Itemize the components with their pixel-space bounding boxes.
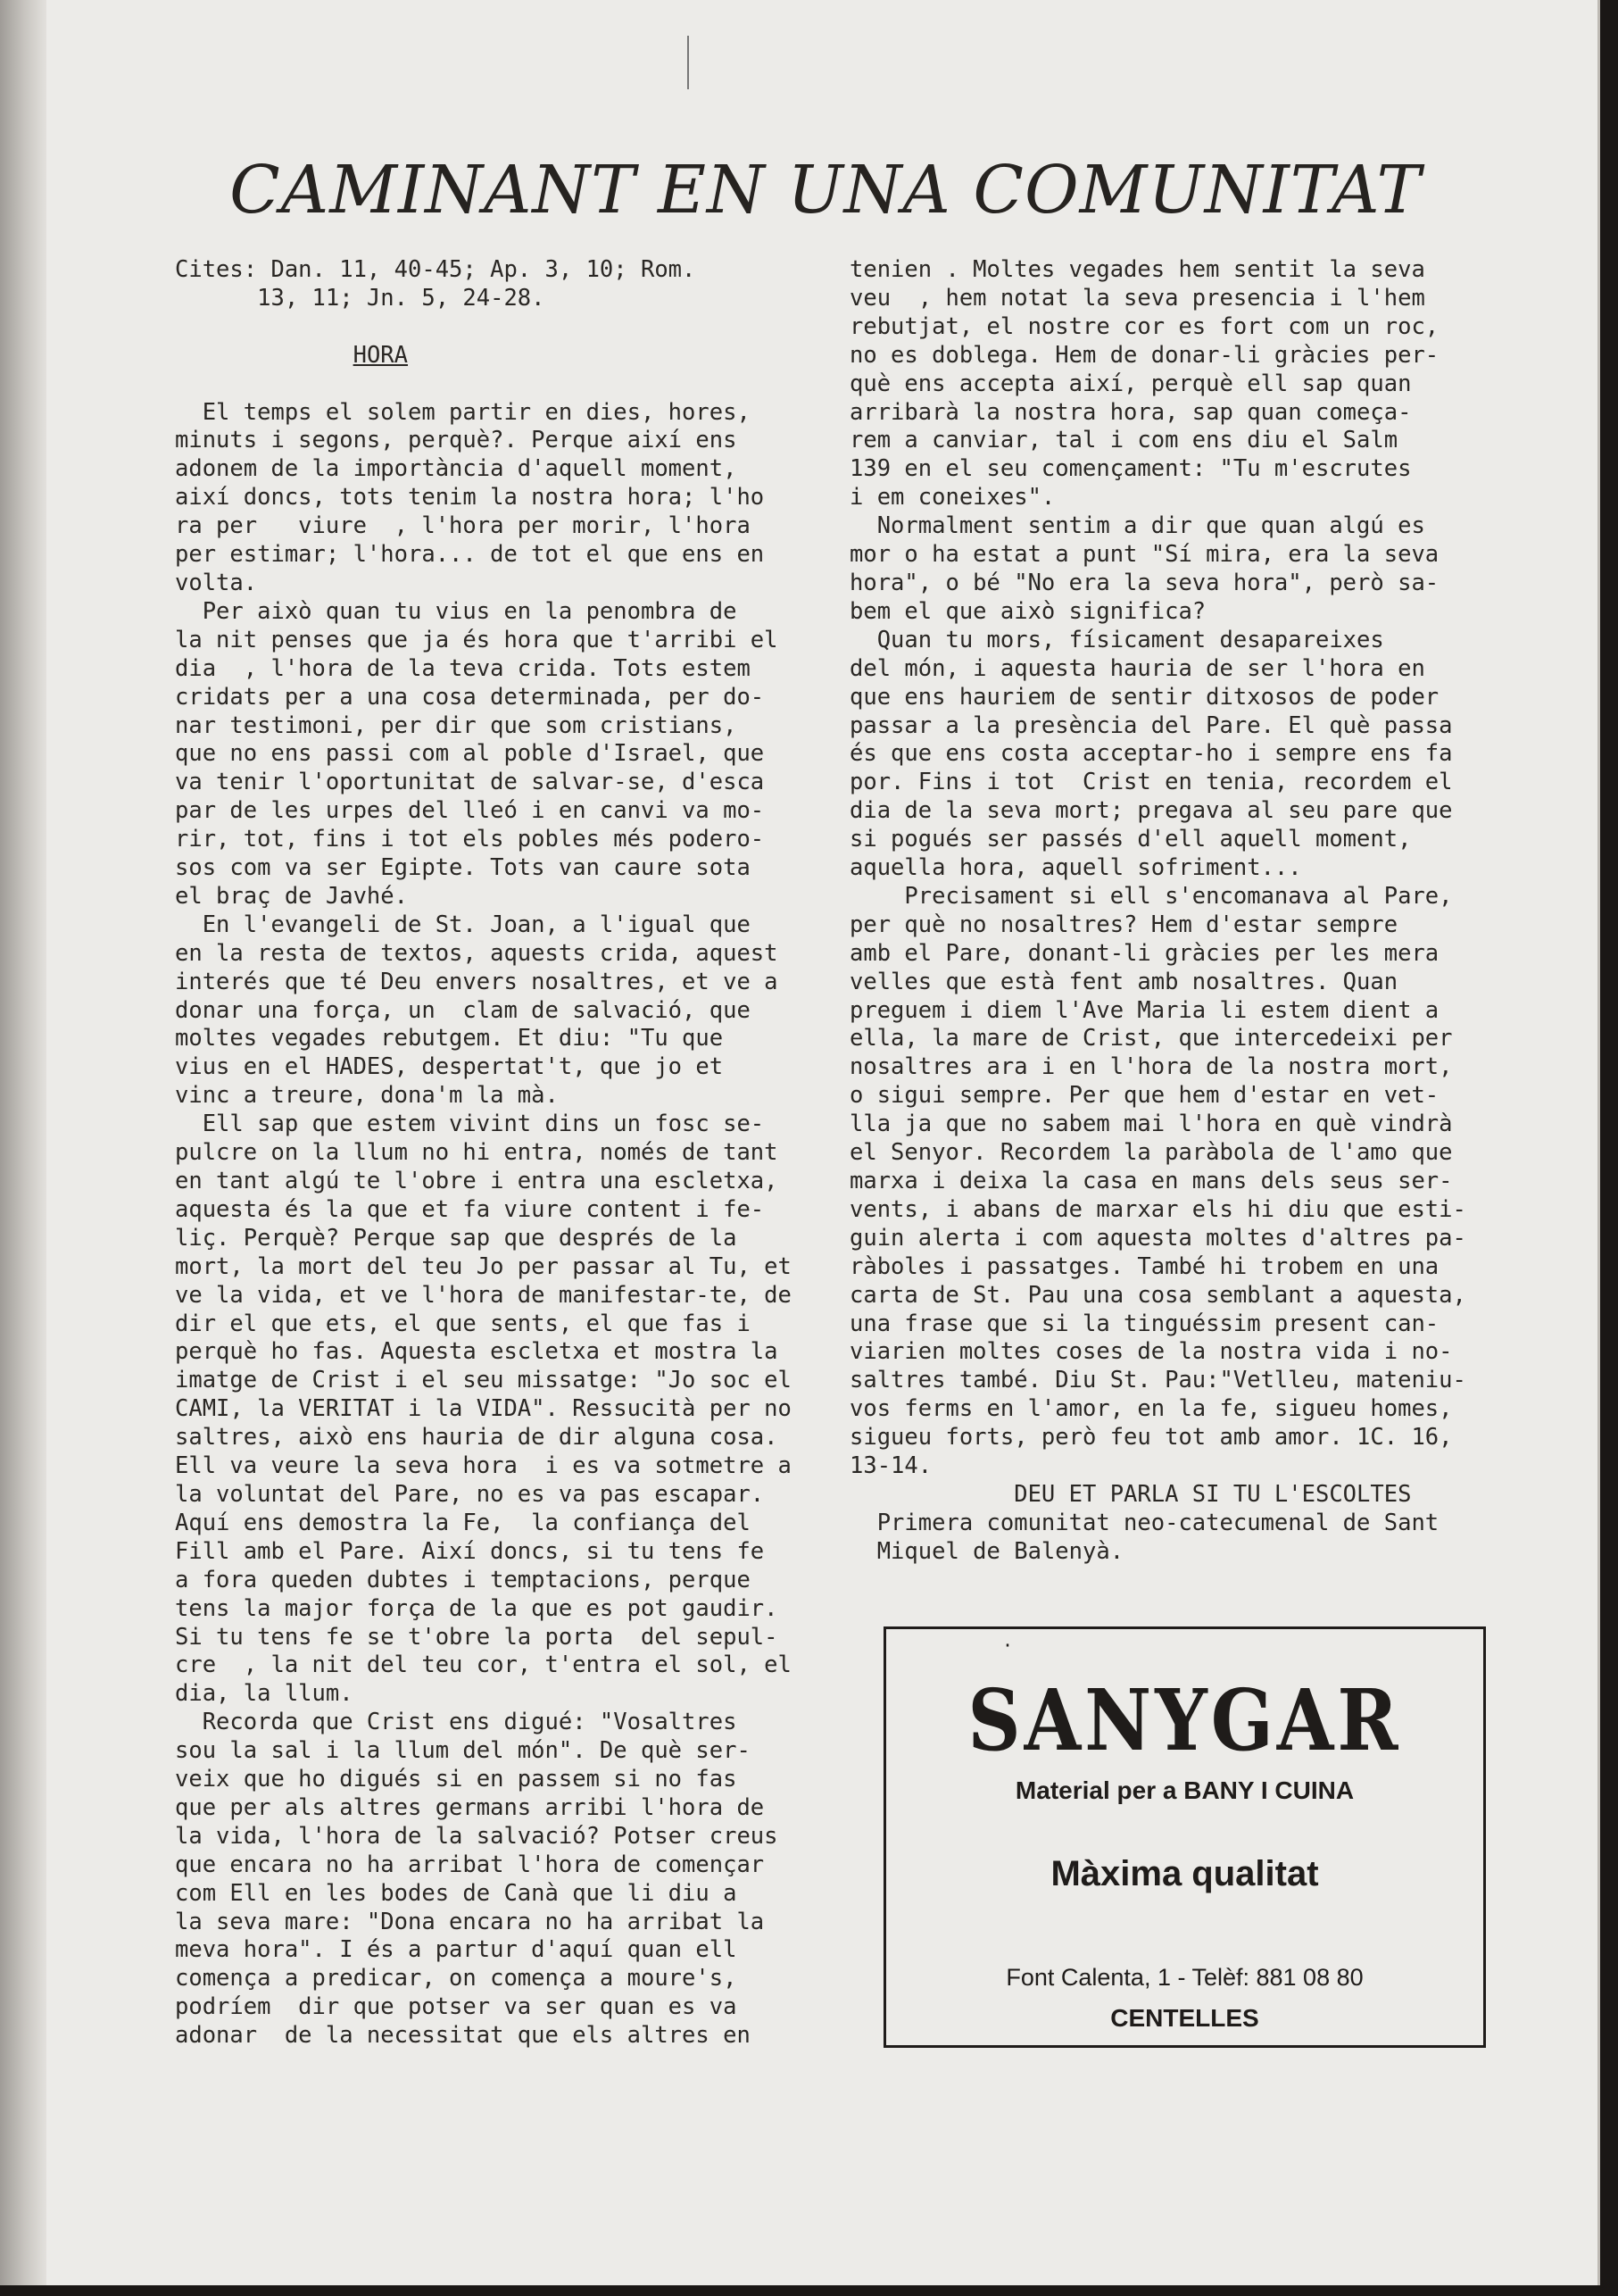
text-line: que per als altres germans arribi l'hora de <box>175 1793 765 1821</box>
text-line: Recorda que Crist ens digué: "Vosaltres <box>175 1709 737 1736</box>
text-line: Si tu tens fe se t'obre la porta del sepul- <box>175 1623 778 1651</box>
text-line: ràboles i passatges. També hi trobem en una <box>850 1252 1440 1280</box>
text-line: DEU ET PARLA SI TU L'ESCOLTES <box>850 1480 1412 1508</box>
text-line: Per això quan tu vius en la penombra de <box>175 597 737 625</box>
text-line: imatge de Crist i el seu missatge: "Jo soc el <box>175 1367 792 1394</box>
text-line: a fora queden dubtes i temptacions, perque <box>175 1566 751 1593</box>
text-line: comença a predicar, on comença a moure's, <box>175 1965 737 1992</box>
text-line: en la resta de textos, aquests crida, aquest <box>175 939 778 967</box>
text-line: Fill amb el Pare. Així doncs, si tu tens fe <box>175 1537 765 1565</box>
text-line: la seva mare: "Dona encara no ha arribat la <box>175 1908 765 1935</box>
ad-town: CENTELLES <box>1110 2004 1259 2032</box>
text-line: nosaltres ara i en l'hora de la nostra mort, <box>850 1053 1453 1081</box>
text-line: pulcre on la llum no hi entra, només de tant <box>175 1139 778 1167</box>
text-line: saltres, això ens hauria de dir alguna cosa. <box>175 1424 778 1452</box>
text-line: meva hora". I és a partur d'aquí quan ell <box>175 1936 737 1964</box>
text-line: dir el que ets, el que sents, el que fas i <box>175 1310 751 1337</box>
text-line: cridats per a una cosa determinada, per do- <box>175 683 765 711</box>
crop-mark <box>687 36 689 89</box>
text-line: arribarà la nostra hora, sap quan começa- <box>850 398 1412 426</box>
text-line: mor o ha estat a punt "Sí mira, era la seva <box>850 541 1440 569</box>
text-line: rebutjat, el nostre cor es fort com un roc, <box>850 312 1440 340</box>
text-line: preguem i diem l'Ave Maria li estem dient a <box>850 996 1440 1024</box>
text-line: El temps el solem partir en dies, hores, <box>175 398 751 426</box>
text-line: por. Fins i tot Crist en tenia, recordem el <box>850 769 1453 796</box>
text-line: nar testimoni, per dir que som cristians, <box>175 711 737 739</box>
text-line: velles que està fent amb nosaltres. Quan <box>850 968 1398 995</box>
text-line: rir, tot, fins i tot els pobles més podero- <box>175 826 765 853</box>
text-line <box>175 370 835 399</box>
text-line: vinc a treure, dona'm la mà. <box>175 1082 559 1110</box>
text-line: bem el que això significa? <box>850 597 1207 625</box>
text-line: aquella hora, aquell sofriment... <box>850 854 1302 882</box>
text-line: Precisament si ell s'encomanava al Pare, <box>850 882 1453 910</box>
page-spine-shadow <box>0 0 46 2285</box>
ad-dot: · <box>1002 1635 1014 1656</box>
ad-address: Font Calenta, 1 - Telèf: 881 08 80 <box>1006 1964 1364 1991</box>
text-line: carta de St. Pau una cosa semblant a aquesta, <box>850 1281 1466 1309</box>
text-line: sos com va ser Egipte. Tots van caure sota <box>175 854 751 882</box>
text-line: rem a canviar, tal i com ens diu el Salm <box>850 427 1398 454</box>
text-line: tenien . Moltes vegades hem sentit la seva <box>850 256 1425 283</box>
text-line: HORA <box>353 341 409 369</box>
text-line: vius en el HADES, despertat't, que jo et <box>175 1053 724 1081</box>
text-line: dia de la seva mort; pregava al seu pare que <box>850 797 1453 825</box>
text-line: Ell va veure la seva hora i es va sotmetre a <box>175 1452 792 1480</box>
text-line: per què no nosaltres? Hem d'estar sempre <box>850 911 1398 938</box>
text-line: dia, la llum. <box>175 1680 353 1708</box>
text-line: 139 en el seu començament: "Tu m'escrutes <box>850 455 1412 483</box>
ad-quality-slogan: Màxima qualitat <box>1050 1854 1319 1893</box>
text-line: dia , l'hora de la teva crida. Tots estem <box>175 654 751 682</box>
ad-subtitle: Material per a BANY I CUINA <box>1015 1776 1355 1804</box>
text-line: per estimar; l'hora... de tot el que ens en <box>175 541 765 569</box>
text-line: ra per viure , l'hora per morir, l'hora <box>175 512 751 540</box>
text-line: sigueu forts, però feu tot amb amor. 1C. 16, <box>850 1424 1453 1452</box>
text-line: passar a la presència del Pare. El què passa <box>850 711 1453 739</box>
text-line: és que ens costa acceptar-ho i sempre ens fa <box>850 740 1453 768</box>
text-line: CAMI, la VERITAT i la VIDA". Ressucità per no <box>175 1395 792 1423</box>
text-line: hora", o bé "No era la seva hora", però sa- <box>850 569 1440 596</box>
text-line: podríem dir que potser va ser quan es va <box>175 1993 737 2021</box>
text-line: 13-14. <box>850 1452 933 1480</box>
text-line: lla ja que no sabem mai l'hora en què vindrà <box>850 1111 1453 1138</box>
text-line: en tant algú te l'obre i entra una escletxa, <box>175 1168 778 1194</box>
text-line: sou la sal i la llum del món". De què ser- <box>175 1737 751 1765</box>
text-line: Primera comunitat neo-catecumenal de Sant <box>850 1509 1440 1536</box>
text-line: el Senyor. Recordem la paràbola de l'amo que <box>850 1139 1453 1167</box>
text-line: així doncs, tots tenim la nostra hora; l'ho <box>175 484 765 512</box>
text-line: que encara no ha arribat l'hora de començar <box>175 1851 765 1878</box>
text-line: Quan tu mors, físicament desapareixes <box>850 626 1384 653</box>
text-line: que no ens passi com al poble d'Israel, que <box>175 740 765 768</box>
text-line: una frase que si la tinguéssim present can- <box>850 1310 1440 1337</box>
text-line: perquè ho fas. Aquesta escletxa et mostra la <box>175 1338 778 1366</box>
ad-brand-name: SANYGAR <box>967 1671 1402 1771</box>
text-line: va tenir l'oportunitat de salvar-se, d'esca <box>175 769 765 796</box>
text-line: Normalment sentim a dir que quan algú es <box>850 512 1425 540</box>
text-line <box>175 313 835 342</box>
text-line: vos ferms en l'amor, en la fe, sigueu homes, <box>850 1395 1453 1423</box>
text-line: ve la vida, et ve l'hora de manifestar-te, de <box>175 1281 792 1309</box>
text-line: interés que té Deu envers nosaltres, et ve a <box>175 968 778 995</box>
text-line: la vida, l'hora de la salvació? Potser creus <box>175 1822 778 1850</box>
right-text-column <box>850 256 1492 1567</box>
text-line: cre , la nit del teu cor, t'entra el sol, el <box>175 1651 792 1679</box>
text-line: ella, la mare de Crist, que intercedeixi per <box>850 1025 1453 1052</box>
text-line: què ens accepta així, perquè ell sap quan <box>850 370 1412 397</box>
text-line: moltes vegades rebutgem. Et diu: "Tu que <box>175 1025 724 1052</box>
text-line: com Ell en les bodes de Canà que li diu a <box>175 1879 737 1907</box>
text-line: veix que ho digués si en passem si no fas <box>175 1766 737 1793</box>
text-line: aquesta és la que et fa viure content i fe- <box>175 1195 765 1223</box>
text-line: Cites: Dan. 11, 40-45; Ap. 3, 10; Rom. <box>175 256 696 283</box>
article-title: CAMINANT EN UNA COMUNITAT <box>229 152 1422 229</box>
text-line: i em coneixes". <box>850 484 1056 512</box>
text-line: del món, i aquesta hauria de ser l'hora en <box>850 654 1425 682</box>
text-line: no es doblega. Hem de donar-li gràcies per- <box>850 341 1440 369</box>
text-line: viarien moltes coses de la nostra vida i no- <box>850 1338 1453 1366</box>
text-line: saltres també. Diu St. Pau:"Vetlleu, mateniu- <box>850 1367 1466 1394</box>
text-line: la voluntat del Pare, no es va pas escapar. <box>175 1480 765 1508</box>
text-line: marxa i deixa la casa en mans dels seus ser- <box>850 1168 1453 1194</box>
text-line: adonar de la necessitat que els altres en <box>175 2022 751 2050</box>
text-line: Ell sap que estem vivint dins un fosc se- <box>175 1111 765 1138</box>
text-line: En l'evangeli de St. Joan, a l'igual que <box>175 911 751 938</box>
text-line: mort, la mort del teu Jo per passar al Tu, et <box>175 1252 792 1280</box>
text-line: tens la major força de la que es pot gaudir. <box>175 1594 778 1622</box>
text-line: o sigui sempre. Per que hem d'estar en vet- <box>850 1082 1440 1110</box>
left-text-column <box>175 256 835 2051</box>
text-line: donar una força, un clam de salvació, que <box>175 996 751 1024</box>
text-line: la nit penses que ja és hora que t'arribi el <box>175 626 778 653</box>
text-line: Miquel de Balenyà. <box>850 1537 1124 1565</box>
text-line: adonem de la importància d'aquell moment, <box>175 455 737 483</box>
text-line: par de les urpes del lleó i en canvi va mo- <box>175 797 765 825</box>
text-line: liç. Perquè? Perque sap que després de la <box>175 1224 737 1252</box>
sanygar-advertisement <box>884 1626 1486 2048</box>
text-line: vents, i abans de marxar els hi diu que esti- <box>850 1195 1466 1223</box>
text-line: guin alerta i com aquesta moltes d'altres pa- <box>850 1224 1466 1252</box>
text-line: amb el Pare, donant-li gràcies per les mera <box>850 939 1440 967</box>
text-line: si pogués ser passés d'ell aquell moment, <box>850 826 1412 853</box>
text-line: veu , hem notat la seva presencia i l'hem <box>850 284 1425 312</box>
text-line: minuts i segons, perquè?. Perque així ens <box>175 427 737 454</box>
text-line: volta. <box>175 569 258 596</box>
text-line: 13, 11; Jn. 5, 24-28. <box>175 284 545 312</box>
text-line: que ens hauriem de sentir ditxosos de poder <box>850 683 1440 711</box>
text-line: el braç de Javhé. <box>175 882 408 910</box>
text-line: Aquí ens demostra la Fe, la confiança del <box>175 1509 751 1536</box>
